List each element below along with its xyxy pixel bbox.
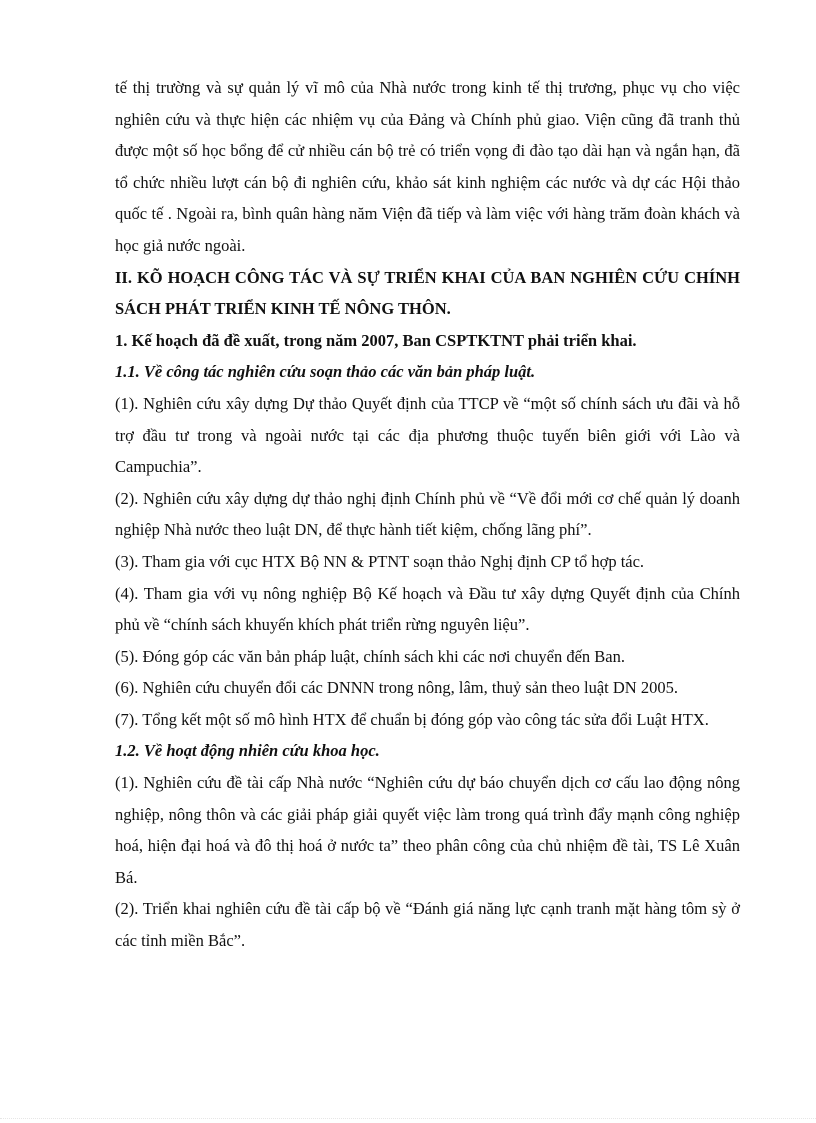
document-body	[115, 72, 740, 957]
list-item: (2). Nghiên cứu xây dựng dự thảo nghị định Chính phủ về “Về đổi mới cơ chế quản lý doanh nghiệp Nhà nước theo luật DN, để thực hành tiết kiệm, chống lãng phí”.	[115, 488, 740, 540]
section-heading: II. KÕ HOẠCH CÔNG TÁC VÀ SỰ TRIỂN KHAI CỦA BAN NGHIÊN CỨU CHÍNH SÁCH PHÁT TRIỂN KINH TẾ NÔNG THÔN.	[115, 267, 740, 319]
list-item: (2). Triển khai nghiên cứu đề tài cấp bộ về “Đánh giá năng lực cạnh tranh mặt hàng tôm sỳ ở các tỉnh miền Bắc”.	[115, 899, 740, 951]
list-item: (6). Nghiên cứu chuyển đổi các DNNN trong nông, lâm, thuỷ sản theo luật DN 2005.	[115, 678, 678, 698]
intro-paragraph: tế thị trường và sự quản lý vĩ mô của Nhà nước trong kinh tế thị trương, phục vụ cho việc nghiên cứu và thực hiện các nhiệm vụ của Đảng và Chính phủ giao. Viện cũng đã tranh thủ được một số học bổng để cử nhiều cán bộ trẻ có triển vọng đi đào tạo dài hạn và ngắn hạn, đã tổ chức nhiều lượt cán bộ đi nghiên cứu, khảo sát kinh nghiệm các nước và dự các Hội thảo quốc tế . Ngoài ra, bình quân hàng năm Viện đã tiếp và làm việc với hàng trăm đoàn khách và học giả nước ngoài.	[115, 78, 740, 255]
list-item: (7). Tổng kết một số mô hình HTX để chuẩn bị đóng góp vào công tác sửa đổi Luật HTX.	[115, 709, 709, 729]
subheading-legal-documents: 1.1. Về công tác nghiên cứu soạn thảo các văn bản pháp luật.	[115, 362, 536, 382]
list-item: (3). Tham gia với cục HTX Bộ NN & PTNT soạn thảo Nghị định CP tổ hợp tác.	[115, 551, 645, 571]
list-item: (1). Nghiên cứu xây dựng Dự thảo Quyết định của TTCP về “một số chính sách ưu đãi và hỗ trợ đầu tư trong và ngoài nước tại các địa phương thuộc tuyến biên giới với Lào và Campuchia”.	[115, 393, 740, 477]
list-item: (1). Nghiên cứu đề tài cấp Nhà nước “Nghiên cứu dự báo chuyển dịch cơ cấu lao động nông nghiệp, nông thôn và các giải pháp giải quyết việc làm trong quá trình đẩy mạnh công nghiệp hoá, hiện đại hoá và đô thị hoá ở nước ta” theo phân công của chủ nhiệm đề tài, TS Lê Xuân Bá.	[115, 773, 740, 887]
page-bottom-rule	[0, 1118, 816, 1119]
subheading-plan: 1. Kế hoạch đã đề xuất, trong năm 2007, Ban CSPTKTNT phải triển khai.	[115, 330, 637, 350]
subheading-research: 1.2. Về hoạt động nhiên cứu khoa học.	[115, 741, 380, 761]
list-item: (5). Đóng góp các văn bản pháp luật, chính sách khi các nơi chuyển đến Ban.	[115, 646, 625, 666]
list-item: (4). Tham gia với vụ nông nghiệp Bộ Kế hoạch và Đầu tư xây dựng Quyết định của Chính phủ về “chính sách khuyến khích phát triển rừng nguyên liệu”.	[115, 583, 740, 635]
